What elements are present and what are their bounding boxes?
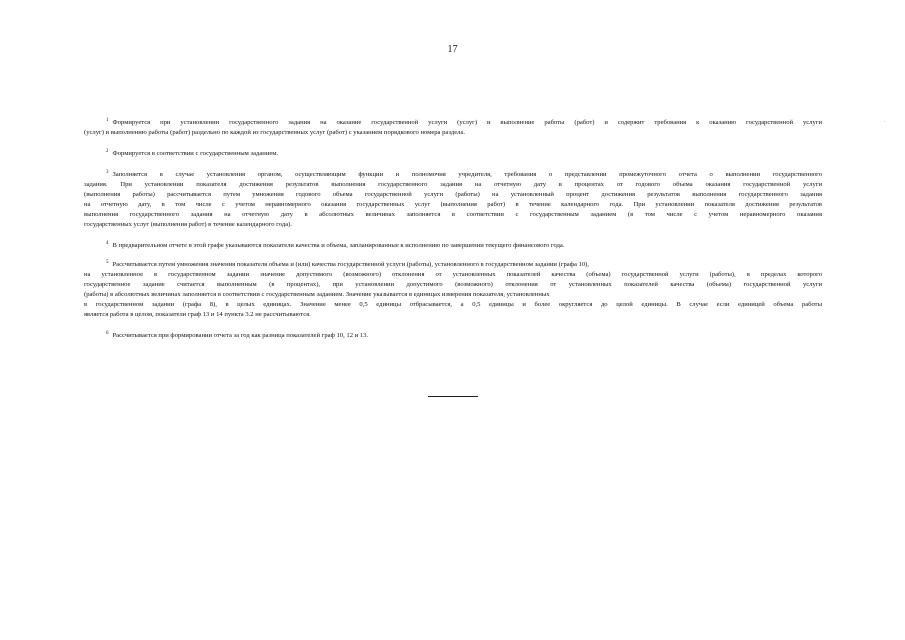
footnotes — [84, 116, 822, 341]
footnote-marker: 5 — [106, 260, 109, 265]
footnote-line: $^2$ Формируется в соответствии с государственным заданием. — [106, 149, 279, 157]
footnote-line: $^1$ Формируется при установлении государственного задания на оказание государственной услуги (услуг) и выполнение работы (работ) и содержит требования к оказанию государственной услуги — [106, 118, 822, 126]
footnote-line: $^5$ Рассчитывается путем умножения значения показателя объема и (или) качества государственной услуги (работы), установленного в государственном задании (графа 10), — [106, 260, 590, 268]
footnote-marker: 2 — [106, 149, 109, 154]
margin-mark: . — [884, 118, 886, 124]
footnote-line: задания. При установлении показателя достижения результатов выполнения государственного задания на отчетную дату в процентах от годового объема оказания государственной услуги — [84, 181, 822, 188]
footnote-line: $^6$ Рассчитывается при формировании отчета за год как разница показателей граф 10, 12 и 13. — [106, 331, 369, 339]
footnote-1 — [84, 116, 822, 138]
footnote-line: (работы) в абсолютных величинах заполняется в соответствии с государственным заданием. Значение указывается в единицах измерения показателя, установленных — [84, 291, 550, 298]
footnote-line: (выполнения работы) рассчитывается путем умножения годового объема государственной услуги (работы) на установленный процент достижения результатов выполнения государственного задания — [84, 191, 822, 198]
footnote-4 — [84, 239, 822, 251]
footnote-marker: 6 — [106, 331, 109, 336]
footnote-line: государственных услуг (выполнения работ) в течение календарного года). — [84, 221, 292, 228]
footnote-line: на отчетную дату, в том числе с учетом неравномерного оказания государственных услуг (выполнения работ) в течение календарного года. При установлении показателя достижения результатов — [84, 201, 822, 208]
footnote-5 — [84, 258, 822, 320]
footnote-line: является работа в целом, показатели граф 13 и 14 пункта 3.2 не рассчитываются. — [84, 311, 311, 318]
footnote-marker: 4 — [106, 241, 109, 246]
footnote-line: (услуг) и выполнению работы (работ) раздельно по каждой из государственных услуг (работ) с указанием порядкового номера раздела. — [84, 129, 465, 136]
page-number: 17 — [447, 44, 458, 55]
footnote-3 — [84, 168, 822, 230]
footnote-marker: 3 — [106, 170, 109, 175]
footnote-6 — [84, 329, 822, 341]
end-separator-line — [428, 396, 478, 397]
footnote-line: $^3$ Заполняется в случае установления органом, осуществляющим функции и полномочия учредителя, требования о представлении промежуточного отчета о выполнении государственного — [106, 170, 822, 178]
footnote-line: выполнения государственного задания на отчетную дату в абсолютных величинах заполняется в соответствии с государственным заданием (в том числе с учетом неравномерного оказания — [84, 211, 822, 218]
footnote-line: на установленное в государственном задании значение допустимого (возможного) отклонения от установленных показателей качества (объема) государственной услуги (работы), в пределах которого — [84, 271, 822, 278]
footnote-2 — [84, 147, 822, 159]
footnote-marker: 1 — [106, 118, 109, 123]
footnote-line: в государственном задании (графа 8), в целых единицах. Значение менее 0,5 единицы отбрасывается, а 0,5 единицы и более округляется до целой единицы. В случае если единицей объема работы — [84, 301, 822, 308]
footnote-line: государственное задание считается выполненным (в процентах), при установлении допустимого (возможного) отклонения от установленных показателей качества (объема) государственной услуги — [84, 281, 822, 288]
footnote-line: $^4$ В предварительном отчете в этой графе указываются показатели качества и объема, запланированные к исполнению по завершении текущего финансового года. — [106, 241, 565, 249]
